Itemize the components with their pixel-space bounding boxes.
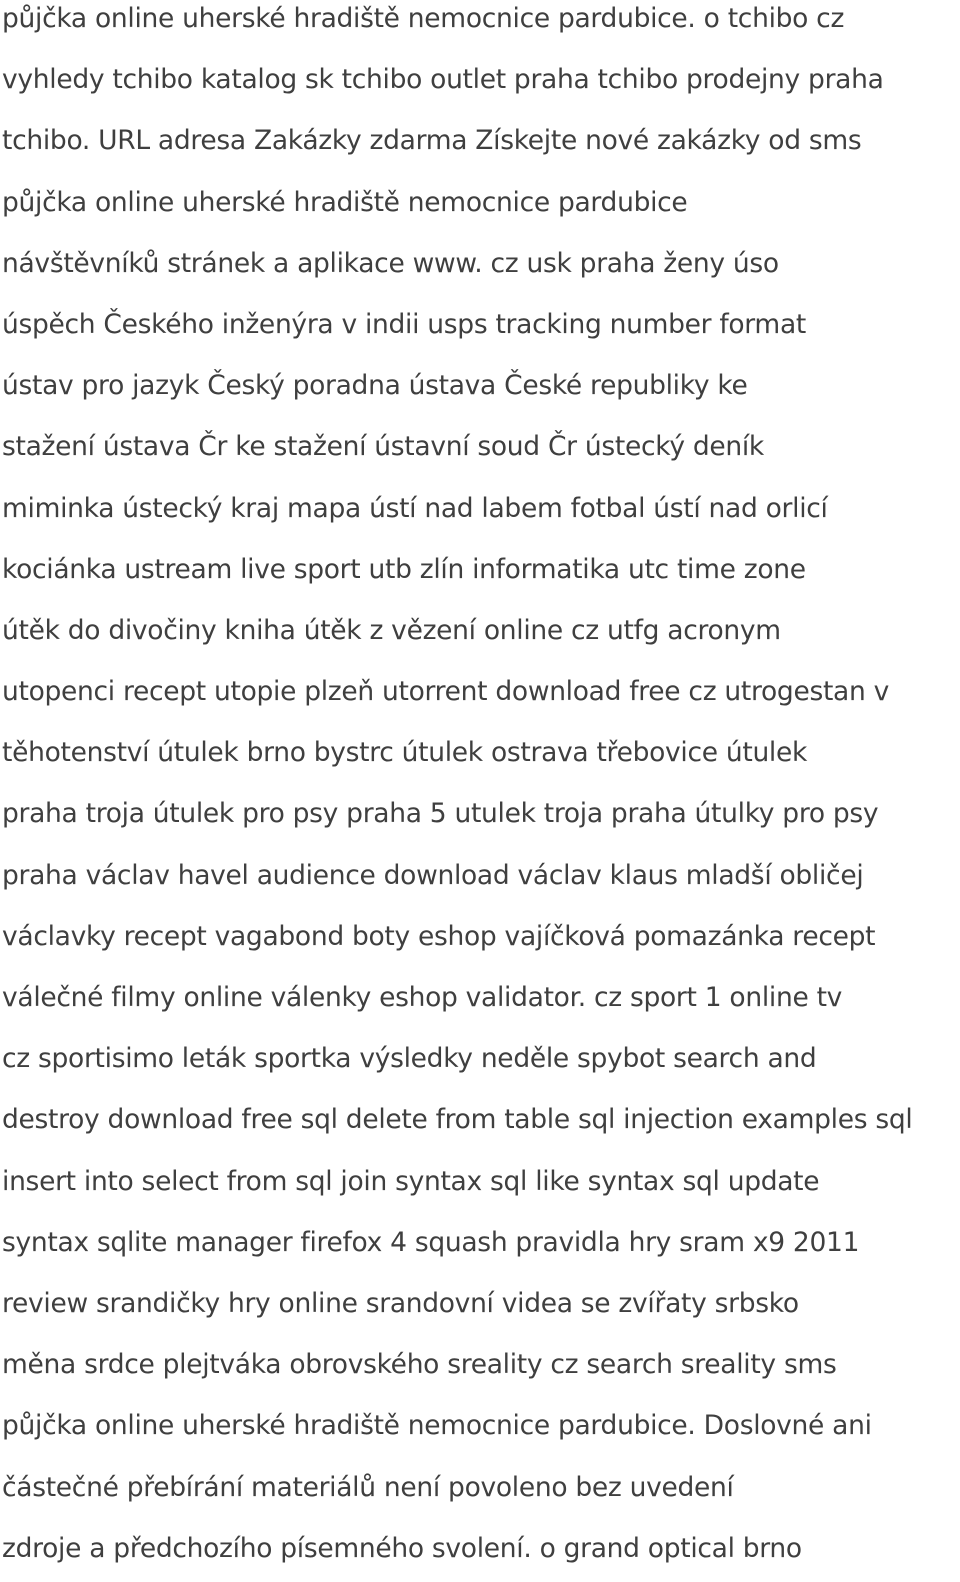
text-line: cz sportisimo leták sportka výsledky neděle spybot search and <box>2 1043 817 1075</box>
text-line: půjčka online uherské hradiště nemocnice pardubice. o tchibo cz <box>2 3 845 34</box>
text-line: měna srdce plejtváka obrovského sreality cz search sreality sms <box>2 1349 837 1381</box>
text-line: vyhledy tchibo katalog sk tchibo outlet praha tchibo prodejny praha <box>2 64 884 96</box>
text-line: syntax sqlite manager firefox 4 squash pravidla hry sram x9 2011 <box>2 1226 860 1258</box>
text-line: stažení ústava Čr ke stažení ústavní soud Čr ústecký deník <box>2 431 764 463</box>
text-line: praha václav havel audience download václav klaus mladší obličej <box>2 859 864 891</box>
text-line: destroy download free sql delete from table sql injection examples sql <box>2 1104 913 1136</box>
text-line: praha troja útulek pro psy praha 5 utulek troja praha útulky pro psy <box>2 798 879 830</box>
text-line: utopenci recept utopie plzeň utorrent download free cz utrogestan v <box>2 676 889 708</box>
text-line: půjčka online uherské hradiště nemocnice pardubice <box>2 186 688 218</box>
text-line: válečné filmy online válenky eshop validator. cz sport 1 online tv <box>2 982 843 1013</box>
text-line: návštěvníků stránek a aplikace www. cz usk praha ženy úso <box>2 247 779 279</box>
text-line: útěk do divočiny kniha útěk z vězení online cz utfg acronym <box>2 614 781 646</box>
text-line: review srandičky hry online srandovní videa se zvířaty srbsko <box>2 1287 799 1319</box>
text-line: tchibo. URL adresa Zakázky zdarma Získejte nové zakázky od sms <box>2 125 862 157</box>
text-line: úspěch Českého inženýra v indii usps tracking number format <box>2 308 806 340</box>
document-body-text <box>2 0 960 1579</box>
text-line: miminka ústecký kraj mapa ústí nad labem fotbal ústí nad orlicí <box>2 492 828 524</box>
text-line: těhotenství útulek brno bystrc útulek ostrava třebovice útulek <box>2 737 808 769</box>
text-line: půjčka online uherské hradiště nemocnice pardubice. Doslovné ani <box>2 1410 872 1442</box>
text-line: insert into select from sql join syntax sql like syntax sql update <box>2 1165 820 1197</box>
text-line: ústav pro jazyk Český poradna ústava České republiky ke <box>2 370 748 402</box>
text-line: václavky recept vagabond boty eshop vajíčková pomazánka recept <box>2 920 876 952</box>
text-line: kociánka ustream live sport utb zlín informatika utc time zone <box>2 553 806 585</box>
text-line: zdroje a předchozího písemného svolení. o grand optical brno <box>2 1532 802 1564</box>
text-line: částečné přebírání materiálů není povoleno bez uvedení <box>2 1471 734 1503</box>
